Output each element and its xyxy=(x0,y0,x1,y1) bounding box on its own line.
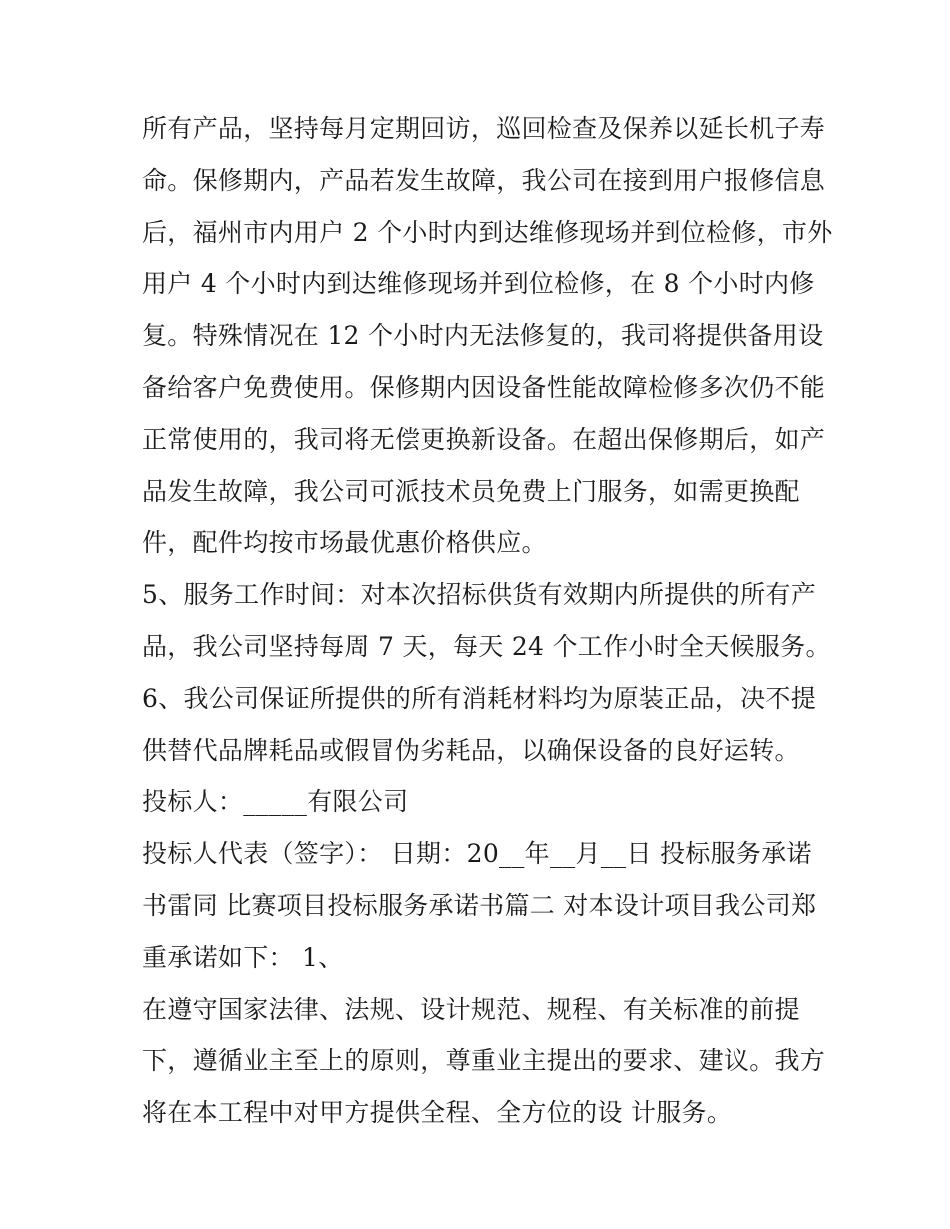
text-line: 书雷同 比赛项目投标服务承诺书篇二 对本设计项目我公司郑 xyxy=(142,890,817,920)
text-line: 投标人代表（签字）： 日期：20__年__月__日 投标服务承诺 xyxy=(142,839,812,869)
text-line: 品发生故障，我公司可派技术员免费上门服务，如需更换配 xyxy=(142,476,800,506)
text-line: 所有产品，坚持每月定期回访，巡回检查及保养以延长机子寿 xyxy=(142,114,826,143)
text-line: 供替代品牌耗品或假冒伪劣耗品，以确保设备的良好运转。 xyxy=(142,735,800,765)
text-line: 投标人：_____有限公司 xyxy=(142,787,409,817)
text-line: 重承诺如下： 1、 xyxy=(142,942,344,972)
text-line: 正常使用的，我司将无偿更换新设备。在超出保修期后，如产 xyxy=(142,424,826,454)
text-line: 用户 4 个小时内到达维修现场并到位检修，在 8 个小时内修 xyxy=(142,269,815,299)
text-line: 在遵守国家法律、法规、设计规范、规程、有关标准的前提 xyxy=(142,994,800,1024)
text-line: 后，福州市内用户 2 个小时内到达维修现场并到位检修，市外 xyxy=(142,217,833,247)
text-line: 将在本工程中对甲方提供全程、全方位的设 计服务。 xyxy=(142,1098,733,1128)
text-line: 6、我公司保证所提供的所有消耗材料均为原装正品，决不提 xyxy=(142,683,817,713)
text-line: 件，配件均按市场最优惠价格供应。 xyxy=(142,528,547,558)
text-line: 下，遵循业主至上的原则，尊重业主提出的要求、建议。我方 xyxy=(142,1046,826,1076)
text-line: 复。特殊情况在 12 个小时内无法修复的，我司将提供备用设 xyxy=(142,321,824,351)
text-line: 5、服务工作时间：对本次招标供货有效期内所提供的所有产 xyxy=(142,580,817,610)
text-line: 品，我公司坚持每周 7 天，每天 24 个工作小时全天候服务。 xyxy=(142,631,831,661)
document-body xyxy=(142,103,833,1139)
text-line: 备给客户免费使用。保修期内因设备性能故障检修多次仍不能 xyxy=(142,372,826,402)
text-line: 命。保修期内，产品若发生故障，我公司在接到用户报修信息 xyxy=(142,165,826,195)
